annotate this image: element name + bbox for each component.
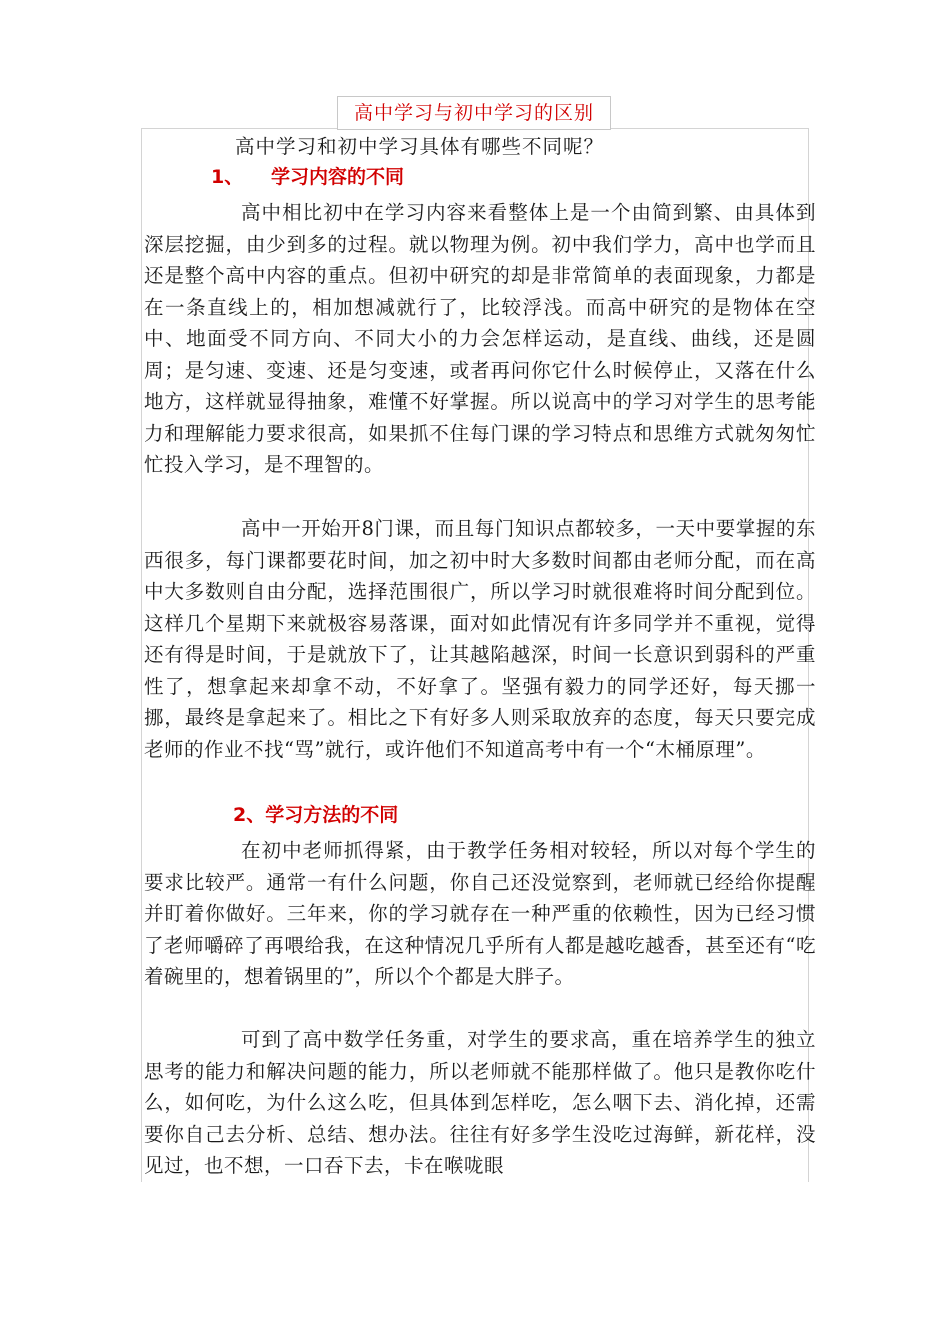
section-2-paragraph-2: 可到了高中数学任务重，对学生的要求高，重在培养学生的独立思考的能力和解决问题的能力，所以老师就不能那样做了。他只是教你吃什么，如何吃，为什么这么吃，但具体到怎样吃，怎么咽下去、消化掉，还需要你自己去分析、总结、想办法。往往有好多学生没吃过海鲜，新花样，没见过，也不想，一口吞下去，卡在喉咙眼 [144, 1028, 816, 1177]
section-1-paragraph-2: 高中一开始开8门课，而且每门知识点都较多，一天中要掌握的东西很多，每门课都要花时间，加之初中时大多数时间都由老师分配，而在高中大多数则自由分配，选择范围很广，所以学习时就很难将时间分配到位。这样几个星期下来就极容易落课，面对如此情况有许多同学并不重视，觉得还有得是时间，于是就放下了，让其越陷越深，时间一长意识到弱科的严重性了，想拿起来却拿不动，不好拿了。坚强有毅力的同学还好，每天挪一挪，最终是拿起来了。相比之下有好多人则采取放弃的态度，每天只要完成老师的作业不找“骂”就行，或许他们不知道高考中有一个“木桶原理”。 [144, 517, 816, 761]
section-1-heading [211, 164, 404, 190]
section-1-title: 学习内容的不同 [271, 166, 405, 188]
section-1-paragraph-1: 高中相比初中在学习内容来看整体上是一个由简到繁、由具体到深层挖掘，由少到多的过程。就以物理为例。初中我们学力，高中也学而且还是整个高中内容的重点。但初中研究的却是非常简单的表面现象，力都是在一条直线上的，相加想减就行了，比较浮浅。而高中研究的是物体在空中、地面受不同方向、不同大小的力会怎样运动，是直线、曲线，还是圆周；是匀速、变速、还是匀变速，或者再问你它什么时候停止，又落在什么地方，这样就显得抽象，难懂不好掌握。所以说高中的学习对学生的思考能力和理解能力要求很高，如果抓不住每门课的学习特点和思维方式就匆匆忙忙投入学习，是不理智的。 [144, 201, 816, 476]
document-subtitle: 高中学习和初中学习具体有哪些不同呢？ [235, 135, 605, 158]
section-2-heading: 2、学习方法的不同 [233, 804, 399, 826]
section-1-number: 1、 [211, 166, 244, 188]
section-2-paragraph-1: 在初中老师抓得紧，由于教学任务相对较轻，所以对每个学生的要求比较严。通常一有什么问题，你自己还没觉察到，老师就已经给你提醒并盯着你做好。三年来，你的学习就存在一种严重的依赖性，因为已经习惯了老师嚼碎了再喂给我，在这种情况几乎所有人都是越吃越香，甚至还有“吃着碗里的，想着锅里的”，所以个个都是大胖子。 [144, 839, 816, 988]
document-title: 高中学习与初中学习的区别 [337, 96, 611, 130]
